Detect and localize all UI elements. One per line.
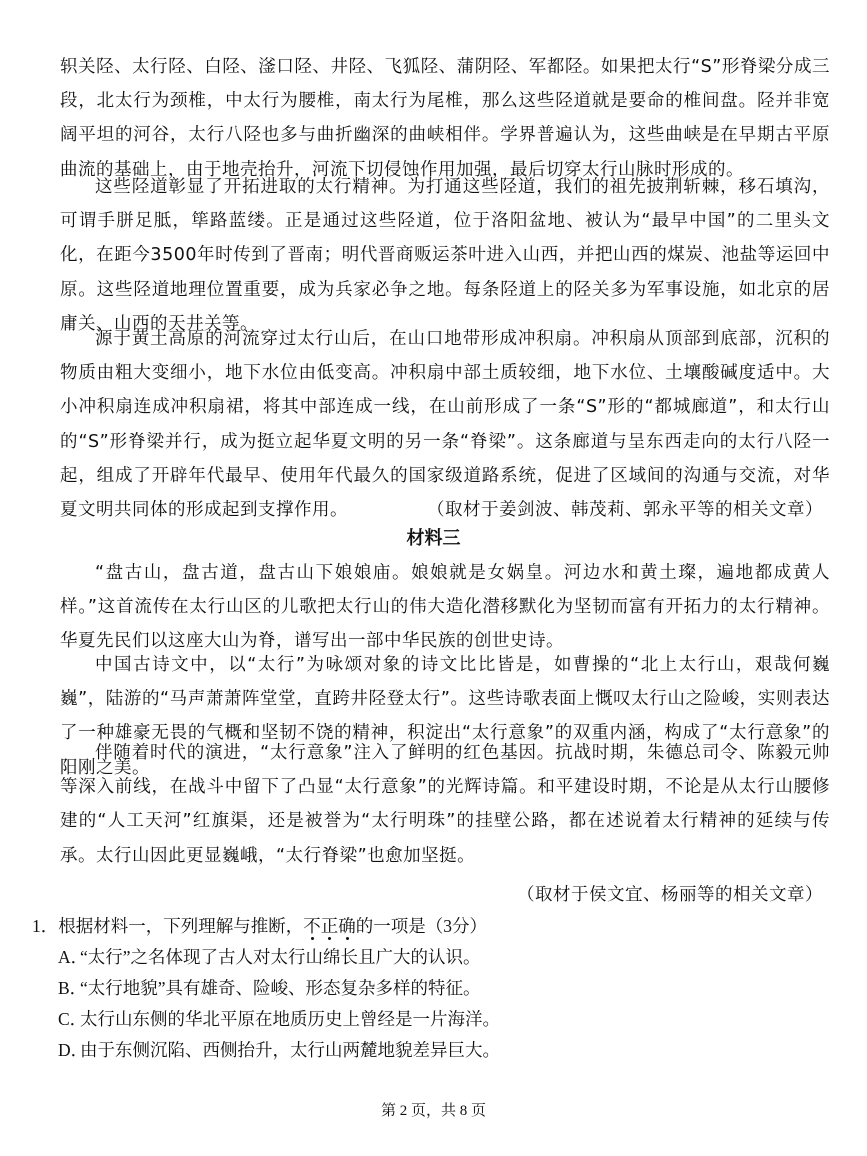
option-d-text: 由于东侧沉陷、西侧抬升，太行山两麓地貌差异巨大。 — [80, 1040, 500, 1060]
option-c[interactable] — [58, 1004, 500, 1035]
material2-source: （取材于姜剑波、韩茂莉、郭永平等的相关文章） — [427, 500, 823, 520]
option-a-text: “太行”之名体现了古人对太行山绵长且广大的认识。 — [80, 947, 481, 967]
material3-paragraph-1: “盘古山，盘古道，盘古山下娘娘庙。娘娘就是女娲皇。河边水和黄土璨，遍地都成黄人样。”这首流传在太行山区的儿歌把太行山的伟大造化潜移默化为坚韧而富有开拓力的太行精神。华夏先民们以这座大山为脊，谱写出一部中华民族的创世史诗。 — [60, 563, 830, 652]
material2-paragraph-3: 源于黄土高原的河流穿过太行山后，在山口地带形成冲积扇。冲积扇从顶部到底部，沉积的物质由粗大变细小，地下水位由低变高。冲积扇中部土质较细，地下水位、土壤酸碱度适中。大小冲积扇连成冲积扇裙，将其中部连成一线，在山前形成了一条“S”形的“都城廊道”，和太行山的“S”形脊梁并行，成为挺立起华夏文明的另一条“脊梁”。这条廊道与呈东西走向的太行八陉一起，组成了开辟年代最早、使用年代最久的国家级道路系统，促进了区域间的沟通与交流，对华夏文明共同体的形成起到支撑作用。 — [60, 329, 830, 521]
emphasis-char-2: 正 — [320, 916, 339, 936]
option-a-letter: A． — [58, 947, 89, 967]
question-1-options — [58, 942, 500, 1066]
option-d-letter: D． — [58, 1040, 89, 1060]
emphasis-char-3: 确 — [338, 916, 356, 936]
question-1-prefix: 1．根据材料一，下列理解与推断， — [32, 916, 304, 936]
option-c-text: 太行山东侧的华北平原在地质历史上曾经是一片海洋。 — [80, 1009, 500, 1029]
option-a[interactable] — [58, 942, 500, 973]
emphasis-char-1: 不 — [303, 916, 321, 936]
material3-heading: 材料三 — [406, 528, 461, 549]
option-b[interactable] — [58, 973, 500, 1004]
material3-source: （取材于侯文宜、杨丽等的相关文章） — [517, 885, 823, 905]
question-1-suffix: 的一项是（3分） — [355, 916, 487, 936]
option-c-letter: C． — [58, 1009, 88, 1029]
material2-paragraph-2: 这些陉道彰显了开拓进取的太行精神。为打通这些陉道，我们的祖先披荆斩棘，移石填沟，可谓手胼足胝，筚路蓝缕。正是通过这些陉道，位于洛阳盆地、被认为“最早中国”的二里头文化，在距今3500年时传到了晋南；明代晋商贩运茶叶进入山西，并把山西的煤炭、池盐等运回中原。这些陉道地理位置重要，成为兵家必争之地。每条陉道上的陉关多为军事设施，如北京的居庸关、山西的天井关等。 — [60, 177, 830, 334]
material3-paragraph-2: 中国古诗文中，以“太行”为咏颂对象的诗文比比皆是，如曹操的“北上太行山，艰哉何巍巍”，陆游的“马声萧萧阵堂堂，直跨井陉登太行”。这些诗歌表面上慨叹太行山之险峻，实则表达了一种雄豪无畏的气概和坚韧不饶的精神，积淀出“太行意象”的双重内涵，构成了“太行意象”的阳刚之美。 — [60, 655, 830, 778]
page-number: 第 2 页，共 8 页 — [380, 1103, 486, 1119]
option-d[interactable] — [58, 1035, 500, 1066]
material2-paragraph-1: 轵关陉、太行陉、白陉、滏口陉、井陉、飞狐陉、蒲阴陉、军都陉。如果把太行“S”形脊梁分成三段，北太行为颈椎，中太行为腰椎，南太行为尾椎，那么这些陉道就是要命的椎间盘。陉并非宽阔平坦的河谷，太行八陉也多与曲折幽深的曲峡相伴。学界普遍认为，这些曲峡是在早期古平原曲流的基础上，由于地壳抬升，河流下切侵蚀作用加强，最后切穿太行山脉时形成的。 — [60, 57, 830, 180]
question-1-stem — [32, 912, 487, 940]
option-b-letter: B． — [58, 978, 88, 998]
option-b-text: “太行地貌”具有雄奇、险峻、形态复杂多样的特征。 — [80, 978, 481, 998]
material3-paragraph-3: 伴随着时代的演进，“太行意象”注入了鲜明的红色基因。抗战时期，朱德总司令、陈毅元帅等深入前线，在战斗中留下了凸显“太行意象”的光辉诗篇。和平建设时期，不论是从太行山腰修建的“人工天河”红旗渠，还是被誉为“太行明珠”的挂壁公路，都在述说着太行精神的延续与传承。太行山因此更显巍峨，“太行脊梁”也愈加坚挺。 — [60, 743, 830, 866]
